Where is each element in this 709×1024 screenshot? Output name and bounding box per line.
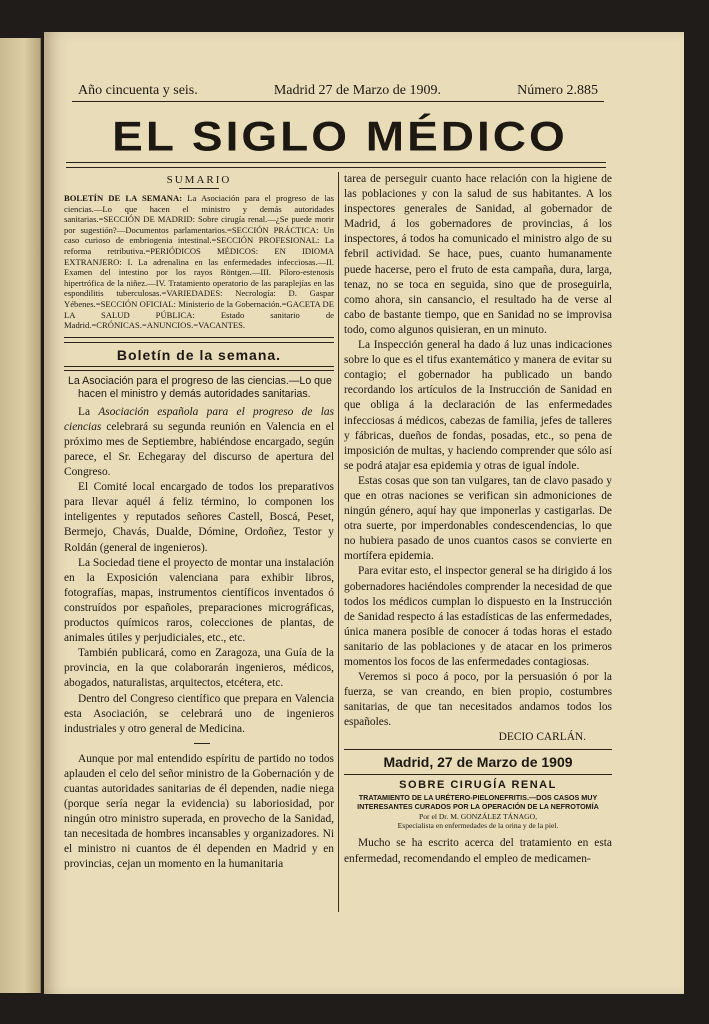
masthead-info-line xyxy=(72,80,604,102)
sumario-bottom-rule xyxy=(64,337,334,343)
sumario-title: SUMARIO xyxy=(166,174,232,186)
right-paragraph-3: Estas cosas que son tan vulgares, tan de clavo pasado y que en otras naciones se verifican sin admoniciones de ningún género, aquí hay que imponerlas y castigarlas. De otra suerte, por imperdonables condescendencias, lo que no hubiera pasado de unos cuantos casos se convierte en mortífera epidemia. xyxy=(344,474,612,563)
article-author-role: Especialista en enfermedades de la orina y de la piel. xyxy=(397,821,559,831)
newspaper-title: EL SIGLO MÉDICO xyxy=(112,112,568,160)
sumario-text xyxy=(64,193,334,331)
boletin-paragraph-5: Dentro del Congreso científico que prepara en Valencia esta Asociación, se celebrará uno de ingenieros industriales y otro general de Medicina. xyxy=(64,692,334,735)
boletin-lede: La Asociación para el progreso de las ciencias.—Lo que hacen el ministro y demás autoridades sanitarias. xyxy=(68,374,332,400)
column-divider xyxy=(338,172,339,912)
madrid-bottom-rule xyxy=(344,774,612,775)
masthead-number: Número 2.885 xyxy=(517,82,598,98)
madrid-heading: Madrid, 27 de Marzo de 1909 xyxy=(383,754,573,771)
paragraph-separator xyxy=(194,743,210,744)
article-paragraph-1: Mucho se ha escrito acerca del tratamiento en esta enfermedad, recomendando el empleo de medicamen- xyxy=(344,837,612,865)
right-paragraph-5: Veremos si poco á poco, por la persuasión ó por la fuerza, se van creando, en bien propio, costumbres sanitarias, de que tan necesitados andamos todos los españoles. xyxy=(344,671,612,729)
p1-post: celebrará su segunda reunión en Valencia en el próximo mes de Septiembre, habiéndose encargado, según parece, el Sr. Echegaray del discurso de apertura del Congreso. xyxy=(64,420,334,479)
signature xyxy=(344,730,612,745)
left-page-edge xyxy=(0,38,41,993)
sumario-rule xyxy=(179,188,219,189)
article-subtitle: TRATAMIENTO DE LA URÉTERO-PIELONEFRITIS.—DOS CASOS MUY INTERESANTES CURADOS POR LA OPERACIÓN DE LA NEFROTOMÍA xyxy=(357,793,599,812)
right-paragraph-1: tarea de perseguir cuanto hace relación con la higiene de las poblaciones y con la salud de sus habitantes. A los inspectores generales de Sanidad, al gobernador de Madrid, á los gobernadores de provincias, á los inspectores, á todos ha comunicado el ministro algo de su febril actividad. Se hace, pues, cuanto humanamente puede hacerse, pero el fruto de esta campaña, dura, larga, tenaz, no se toca en seguida, sino que de proseguirla, como ahora, sin cansancio, el resultado ha de verse al cabo de bastante tiempo, que en Sanidad no se improvisa todo, como algunos quisieran, en un minuto. xyxy=(344,173,612,336)
article-title: SOBRE CIRUGÍA RENAL xyxy=(399,779,557,792)
boletin-paragraph-4: También publicará, como en Zaragoza, una Guía de la provincia, en la que colaborarán ingenieros, médicos, abogados, naturalistas, arquitectos, etcétera, etc. xyxy=(64,647,334,690)
masthead-rule xyxy=(66,162,606,168)
masthead-date: Madrid 27 de Marzo de 1909. xyxy=(273,82,442,98)
boletin-heading: Boletín de la semana. xyxy=(116,346,282,363)
boletin-heading-rule xyxy=(64,366,334,371)
right-column xyxy=(344,172,612,867)
left-column xyxy=(64,172,334,873)
p1-pre: La xyxy=(78,405,99,418)
signature-text: DECIO CARLÁN. xyxy=(498,731,586,744)
sumario-body: La Asociación para el progreso de las ciencias.—Lo que hacen el ministro y demás autoridades sanitarias.=SECCIÓN DE MADRID: Sobre cirugía renal.—¿Se puede morir por sugestión?—Documentos parlamentarios.=SECCIÓN PRÁCTICA: Un caso curioso de embriogenia intestinal.=SECCIÓN PROFESIONAL: La reforma retributiva.=PERIÓDICOS MÉDICOS: EN IDIOMA EXTRANJERO: I. La adrenalina en las enfermedades infecciosas.—II. Examen del intestino por los rayos Röntgen.—III. Píloro-estenosis hipertrófica de la niñez.—IV. Tratamiento operatorio de las paraplejías en las espondilitis tuberculosas.=VARIEDADES: Necrología: D. Gaspar Yébenes.=SECCIÓN OFICIAL: Ministerio de la Gobernación.=GACETA DE LA SALUD PÚBLICA: Estado sanitario de Madrid.=CRÓNICAS.=ANUNCIOS.=VACANTES. xyxy=(64,193,334,331)
masthead-year: Año cincuenta y seis. xyxy=(78,82,198,98)
boletin-paragraph-1 xyxy=(64,405,334,480)
article-author: Por el Dr. M. GONZÁLEZ TÁNAGO, xyxy=(419,812,537,822)
madrid-top-rule xyxy=(344,749,612,750)
sumario-lead: BOLETÍN DE LA SEMANA: xyxy=(64,193,183,203)
right-paragraph-4: Para evitar esto, el inspector general se ha dirigido á los gobernadores haciéndoles comprender la necesidad de que todos los médicos cumplan lo dispuesto en la Instrucción de Sanidad respecto á las estadísticas de las enfermedades, única manera posible de conocer á todas horas el estado sanitario de las poblaciones y de atacar en los primeros momentos los focos de las enfermedades contagiosas. xyxy=(344,565,612,668)
boletin-paragraph-3: La Sociedad tiene el proyecto de montar una instalación en la Exposición valenciana para exhibir libros, fotografías, mapas, instrumentos científicos inventados ó construídos por españoles, preparaciones micrográficas, productos químicos raros, colecciones de plantas, de animales útiles y perjudiciales, etc., etc. xyxy=(64,556,334,645)
boletin-paragraph-2: El Comité local encargado de todos los preparativos para llevar aquél á feliz término, lo componen los inteligentes y reputados señores Castell, Boscá, Peset, Bermejo, Chavás, Dualde, Dómine, Ordoñez, Testor y Roldán (general de ingenieros). xyxy=(64,481,334,554)
p1-italic: Asociación española para el progreso de las ciencias xyxy=(64,405,334,433)
boletin-paragraph-6: Aunque por mal entendido espíritu de partido no todos aplauden el celo del señor ministro de la Gobernación y de cuantas autoridades sanitarias de él dependen, nadie niega (porque sería negar la evidencia) su laboriosidad, por ningún otro ministro superada, en provecho de la Sanidad, tan necesitada de hombres incansables y organizadores. Ni el ministro ni cuantos de él dependen en Madrid y en provincias, cejan un momento en la humanitaria xyxy=(64,752,334,871)
right-paragraph-2: La Inspección general ha dado á luz unas indicaciones sobre lo que es el tifus exantemático y manera de evitar su contagio; el gobernador ha publicado un bando recordando los artículos de la Instrucción de Sanidad en que obliga á la declaración de las enfermedades infecciosas á médicos, cabezas de familia, jefes de talleres y fábricas, dueños de fondas, posadas, etc., so pena de imposición de multas, y haciendo comprender que sólo así se podrá atajar esa epidemia y otras de igual índole. xyxy=(344,339,612,472)
